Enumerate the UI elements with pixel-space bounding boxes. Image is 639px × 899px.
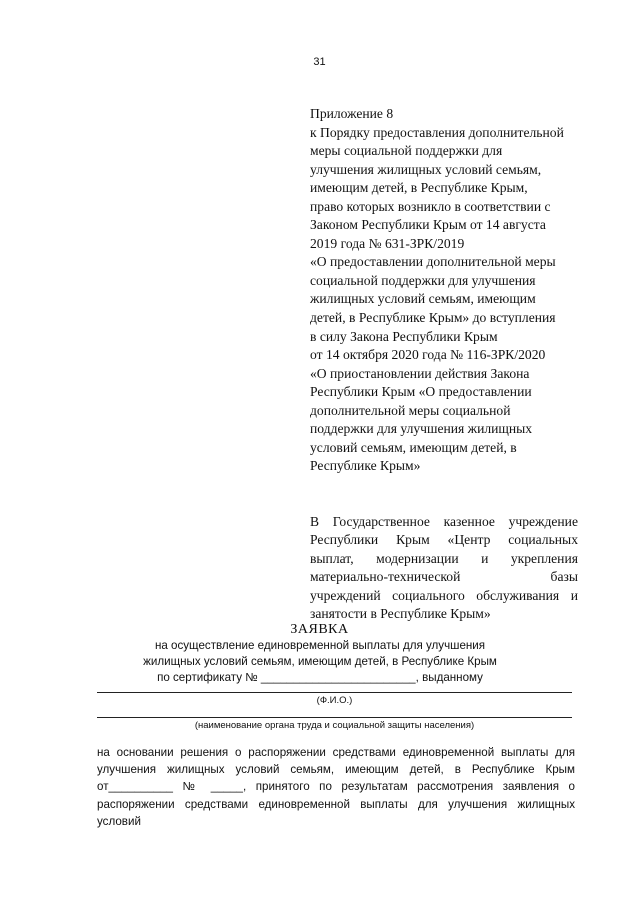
body-line: на основании решения о распоряжении средствами единовременной выплаты для [97, 746, 575, 759]
page-number: 31 [313, 56, 326, 68]
appendix-line: 2019 года № 631-ЗРК/2019 [310, 235, 465, 251]
appendix-line: детей, в Республике Крым» до вступления [310, 310, 556, 326]
fio-caption: (Ф.И.О.) [316, 695, 353, 706]
addressee-line: Республики Крым «Центр социальных [310, 532, 578, 548]
appendix-line: к Порядку предоставления дополнительной [310, 124, 564, 140]
appendix-line: меры социальной поддержки для [310, 143, 503, 159]
subtitle-line: на осуществление единовременной выплаты для улучшения [154, 639, 486, 652]
appendix-line: имеющим детей, в Республике Крым, [310, 180, 528, 196]
appendix-line: «О приостановлении действия Закона [310, 365, 530, 381]
appendix-line: от 14 октября 2020 года № 116-ЗРК/2020 [310, 347, 546, 363]
document-subtitle [120, 638, 520, 686]
organ-field-line [97, 717, 572, 718]
addressee-line: занятости в Республике Крым» [310, 606, 491, 622]
subtitle-line: по сертификату № ________________________, выданному [157, 671, 483, 684]
appendix-line: Приложение 8 [310, 106, 394, 121]
appendix-line: социальной поддержки для улучшения [310, 272, 536, 288]
appendix-line: поддержки для улучшения жилищных [310, 421, 533, 437]
appendix-line: улучшения жилищных условий семьям, [310, 161, 542, 177]
subtitle-line: жилищных условий семьям, имеющим детей, в Республике Крым [143, 655, 497, 668]
addressee-block [310, 513, 578, 623]
body-paragraph [97, 744, 575, 830]
body-line: распоряжении средствами единовременной выплаты для улучшения жилищных условий [97, 797, 575, 828]
appendix-line: Республики Крым «О предоставлении [310, 384, 532, 400]
fio-field-line [97, 692, 572, 693]
appendix-line: «О предоставлении дополнительной меры [310, 254, 556, 270]
appendix-line: дополнительной меры социальной [310, 402, 511, 418]
body-line: улучшения жилищных условий семьям, имеющим детей, в Республике Крым [97, 763, 575, 777]
addressee-line: выплат, модернизации и укрепления [310, 550, 578, 566]
appendix-line: Законом Республики Крым от 14 августа [310, 217, 546, 233]
appendix-line: в силу Закона Республики Крым [310, 328, 498, 344]
appendix-line: жилищных условий семьям, имеющим [310, 291, 536, 307]
body-line: от__________ № _____, принятого по результатам рассмотрения заявления о [97, 780, 575, 794]
addressee-line: В Государственное казенное учреждение [310, 514, 578, 529]
document-title: ЗАЯВКА [290, 622, 349, 637]
appendix-line: условий семьям, имеющим детей, в [310, 439, 517, 455]
appendix-line: право которых возникло в соответствии с [310, 198, 551, 214]
addressee-line: учреждений социального обслуживания и [310, 587, 578, 603]
appendix-line: Республике Крым» [310, 458, 421, 474]
appendix-header [310, 105, 590, 476]
organ-caption: (наименование органа труда и социальной защиты населения) [194, 720, 475, 731]
addressee-line: материально-технической базы [310, 569, 578, 585]
